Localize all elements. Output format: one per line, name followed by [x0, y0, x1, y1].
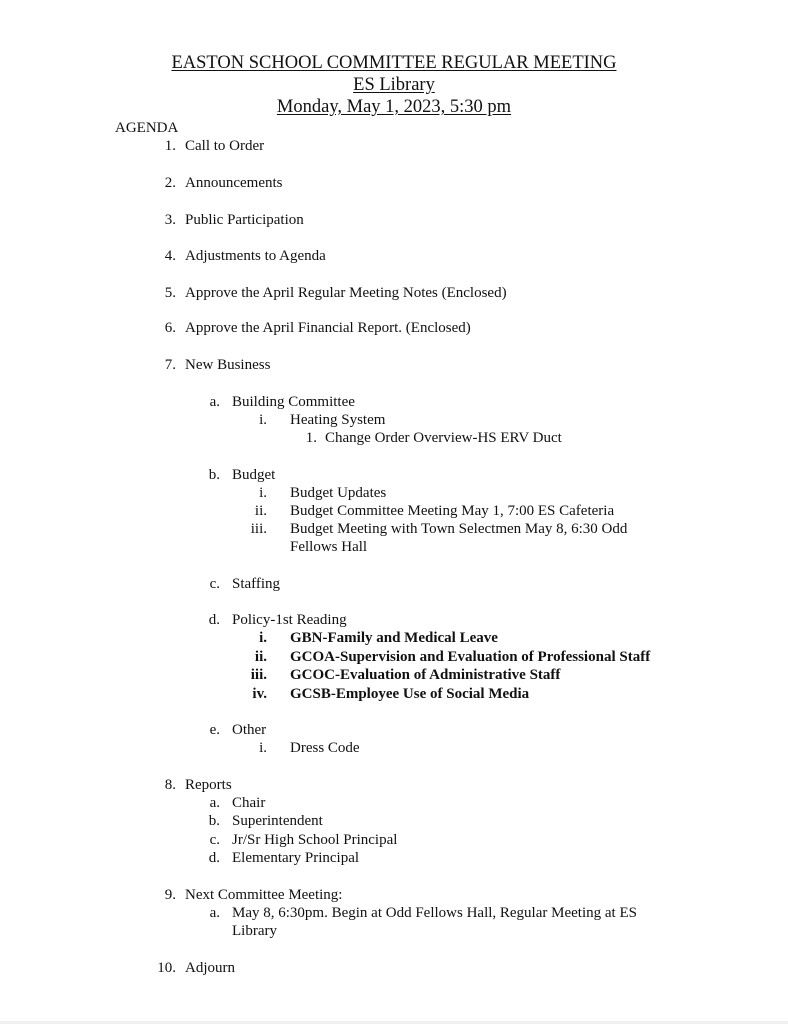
item-text: Superintendent — [232, 813, 323, 829]
item-number: 1. — [305, 430, 317, 446]
item-number: e. — [209, 722, 220, 738]
meeting-title: EASTON SCHOOL COMMITTEE REGULAR MEETING — [171, 53, 617, 73]
item-number: 6. — [164, 320, 176, 336]
item-number: iv. — [252, 686, 267, 702]
item-text: Jr/Sr High School Principal — [232, 832, 398, 848]
item-number: 2. — [164, 175, 176, 191]
item-text: Elementary Principal — [232, 850, 360, 866]
item-number: d. — [208, 612, 220, 628]
item-number: i. — [259, 740, 267, 756]
item-number: 3. — [164, 212, 176, 228]
item-text: Next Committee Meeting: — [185, 887, 343, 903]
meeting-date: Monday, May 1, 2023, 5:30 pm — [276, 97, 512, 117]
item-number: a. — [209, 905, 220, 921]
item-number: 4. — [164, 248, 176, 264]
item-text: Heating System — [290, 412, 386, 428]
item-number: b. — [208, 467, 220, 483]
item-text: GBN-Family and Medical Leave — [290, 630, 498, 646]
item-text-continued: Fellows Hall — [290, 539, 368, 555]
item-number: c. — [209, 832, 220, 848]
item-text: Change Order Overview-HS ERV Duct — [325, 430, 562, 446]
item-text: Public Participation — [185, 212, 304, 228]
item-text: Budget Committee Meeting May 1, 7:00 ES Cafeteria — [290, 503, 615, 519]
item-number: 7. — [164, 357, 176, 373]
item-text-continued: Library — [232, 923, 277, 939]
item-text: Other — [232, 722, 267, 738]
item-text: Announcements — [185, 175, 283, 191]
item-text: Approve the April Financial Report. (Enclosed) — [185, 320, 471, 336]
item-number: 5. — [164, 285, 176, 301]
item-text: May 8, 6:30pm. Begin at Odd Fellows Hall, Regular Meeting at ES — [232, 905, 637, 921]
item-text: Adjustments to Agenda — [185, 248, 326, 264]
item-text: GCSB-Employee Use of Social Media — [290, 686, 530, 702]
item-text: GCOC-Evaluation of Administrative Staff — [290, 667, 561, 683]
item-number: ii. — [254, 503, 267, 519]
item-text: GCOA-Supervision and Evaluation of Professional Staff — [290, 649, 651, 665]
item-text: Budget — [232, 467, 276, 483]
item-number: 1. — [164, 138, 176, 154]
document-header — [0, 52, 788, 118]
item-number: i. — [259, 485, 267, 501]
item-text: Call to Order — [185, 138, 265, 154]
item-text: New Business — [185, 357, 271, 373]
item-text: Staffing — [232, 576, 281, 592]
item-text: Approve the April Regular Meeting Notes (Enclosed) — [185, 285, 507, 301]
item-number: i. — [259, 630, 267, 646]
item-number: 10. — [157, 960, 176, 976]
item-number: i. — [259, 412, 267, 428]
item-number: a. — [209, 394, 220, 410]
item-number: iii. — [250, 667, 267, 683]
item-text: Dress Code — [290, 740, 360, 756]
item-text: Budget Updates — [290, 485, 387, 501]
item-number: d. — [208, 850, 220, 866]
item-text: Chair — [232, 795, 266, 811]
agenda-heading: AGENDA — [115, 120, 179, 136]
item-number: c. — [209, 576, 220, 592]
item-text: Building Committee — [232, 394, 355, 410]
meeting-location: ES Library — [353, 75, 435, 95]
item-number: 8. — [164, 777, 176, 793]
item-number: iii. — [250, 521, 267, 537]
item-text: Policy-1st Reading — [232, 612, 347, 628]
item-number: a. — [209, 795, 220, 811]
item-text: Adjourn — [185, 960, 235, 976]
item-number: ii. — [254, 649, 267, 665]
item-text: Budget Meeting with Town Selectmen May 8, 6:30 Odd — [290, 521, 628, 537]
item-number: 9. — [164, 887, 176, 903]
item-number: b. — [208, 813, 220, 829]
item-text: Reports — [185, 777, 232, 793]
